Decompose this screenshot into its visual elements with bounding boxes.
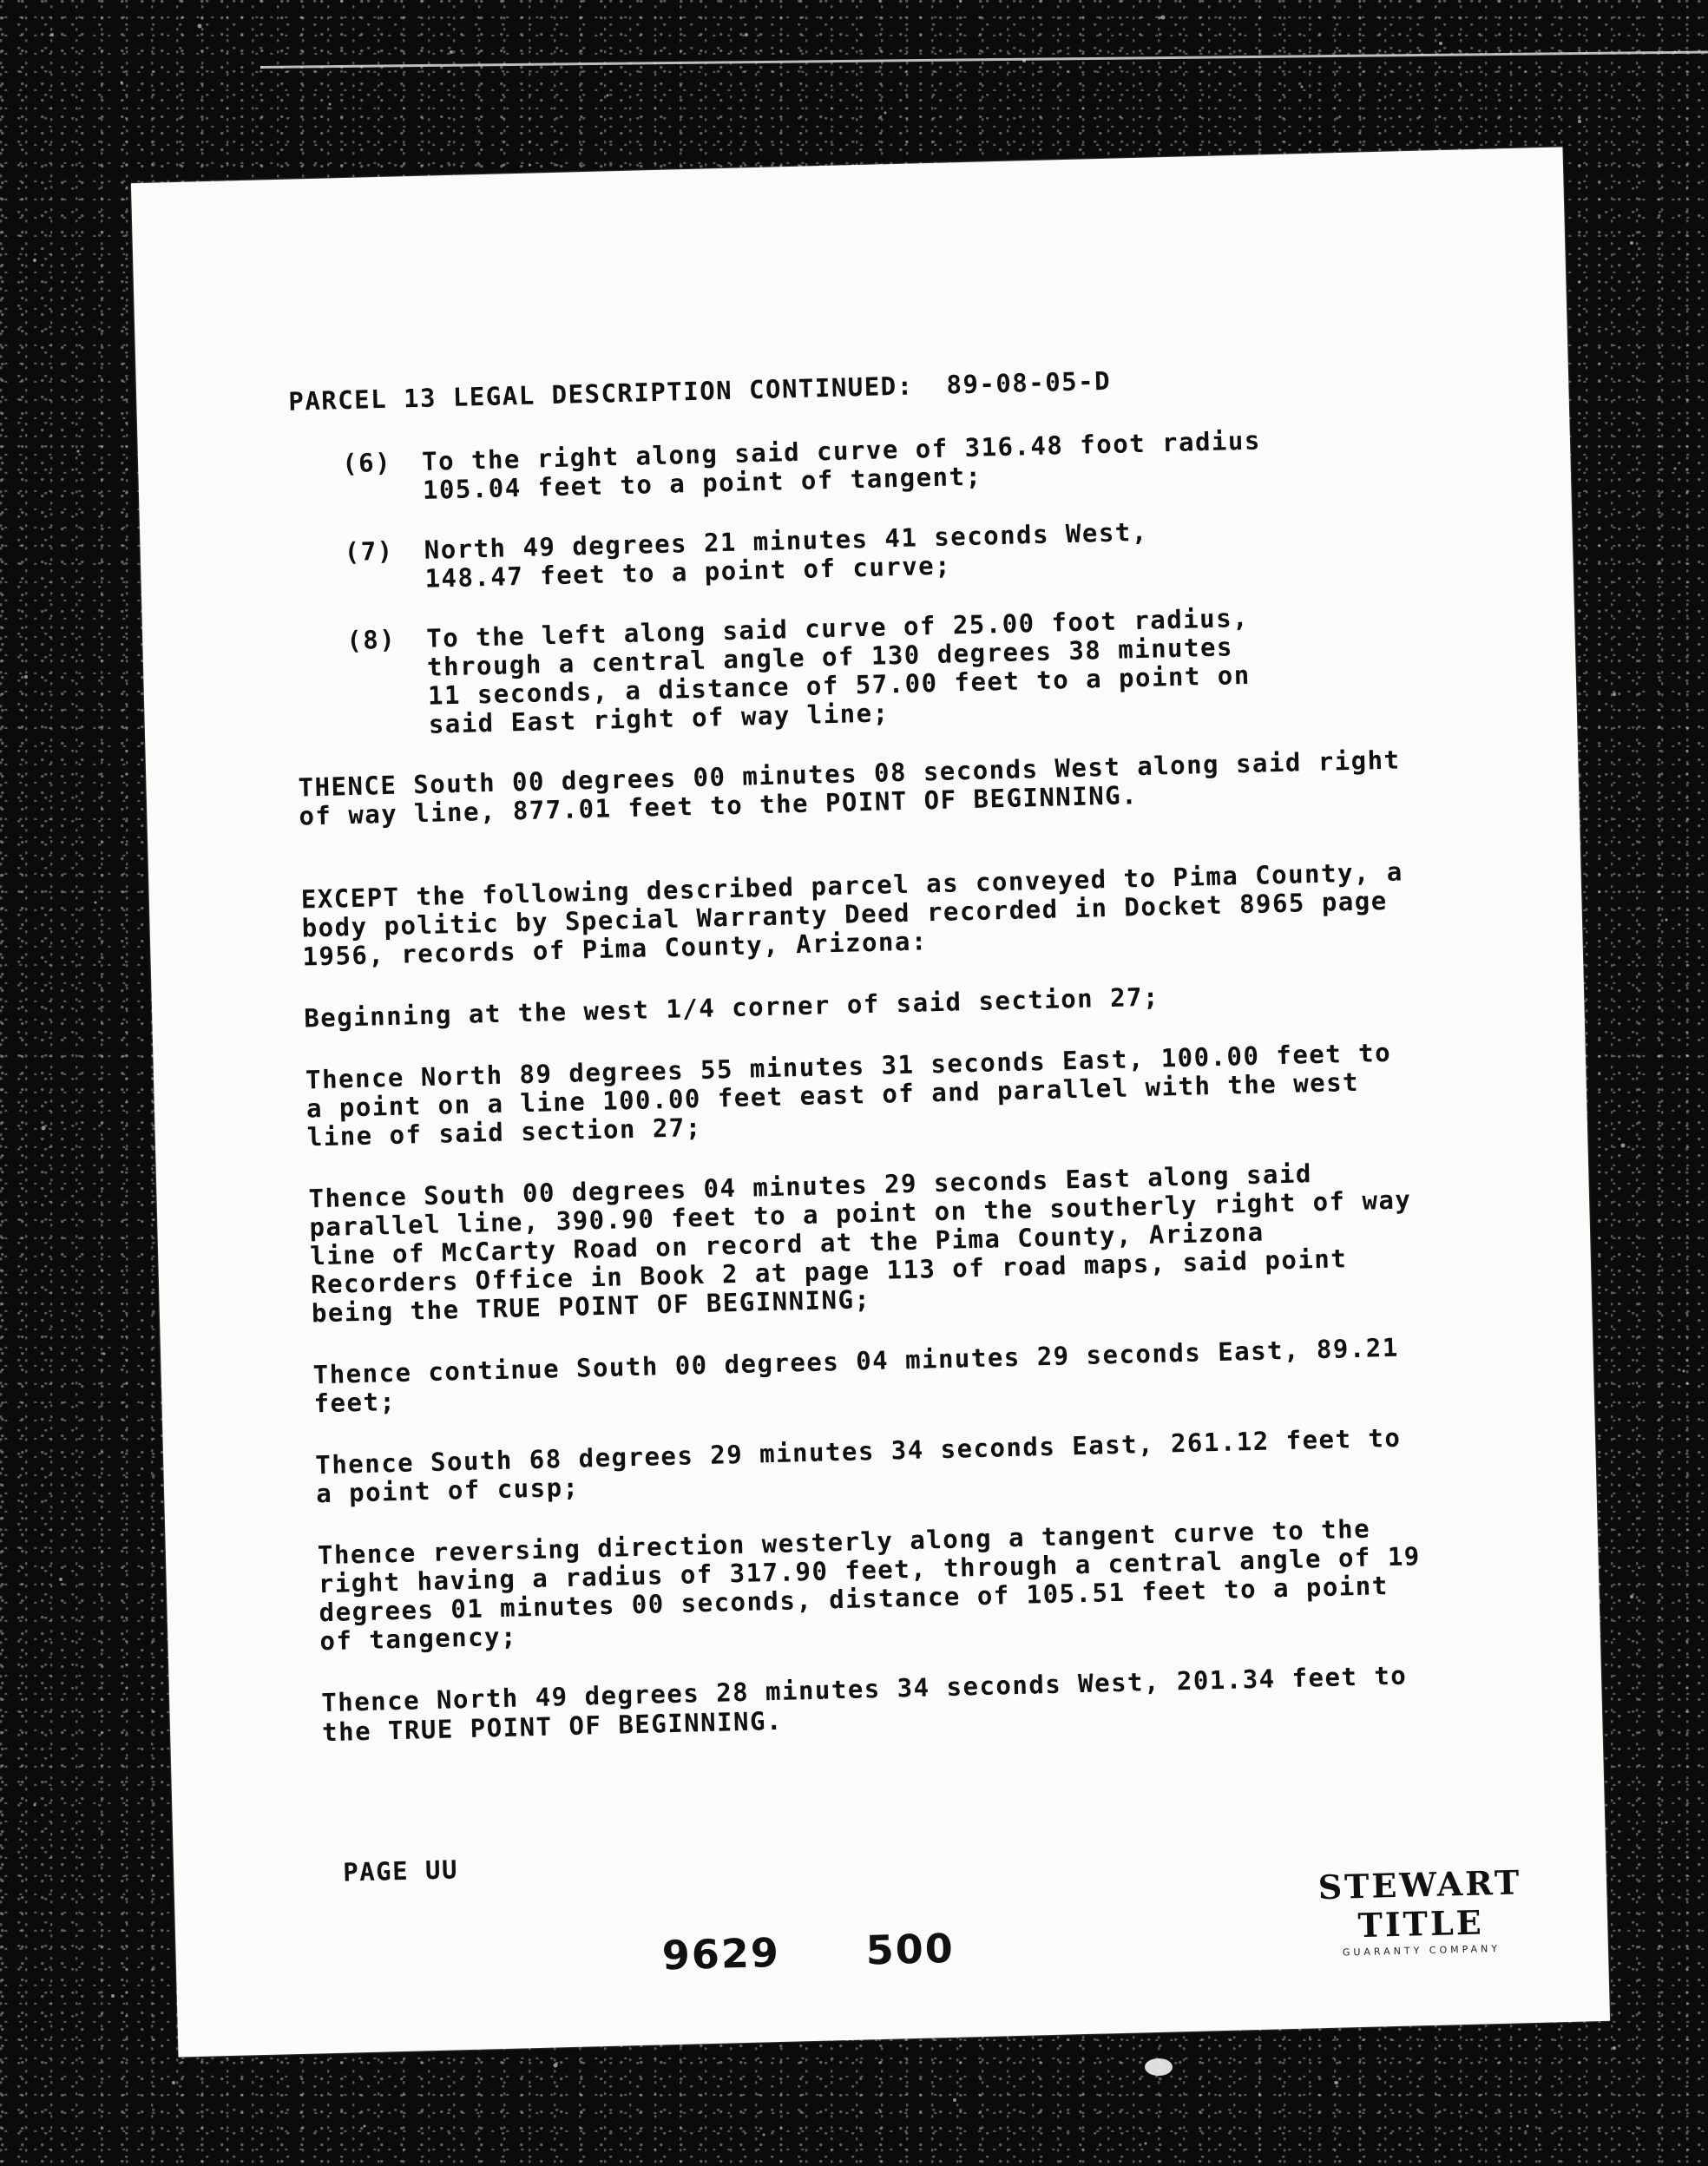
logo-subtitle: GUARANTY COMPANY <box>1342 1942 1501 1959</box>
thence-paragraph: Thence continue South 00 degrees 04 minutes 29 seconds East, 89.21 feet; <box>312 1332 1400 1419</box>
thence-paragraph: Thence South 68 degrees 29 minutes 34 seconds East, 261.12 feet to a point of cusp; <box>314 1422 1402 1509</box>
scan-edge-line <box>260 51 1708 69</box>
stewart-title-logo <box>1297 1862 1543 1959</box>
thence-paragraph: Thence North 89 degrees 55 minutes 31 seconds East, 100.00 feet to a point on a line 100.00 feet east of and parallel with the west line of said section 27; <box>305 1037 1392 1152</box>
item-number: (8) <box>345 624 397 656</box>
beginning-paragraph: Beginning at the west 1/4 corner of said section 27; <box>303 981 1160 1034</box>
list-item <box>344 509 1473 595</box>
thence-paragraph: Thence South 00 degrees 04 minutes 29 seconds East along said parallel line, 390.90 feet to a point on the southerly right of way line of McCarty Road on record at the Pima County, Arizona Recorders Office in Book 2 at page 113 of road maps, said point being the TRUE POINT OF BEGINNING; <box>308 1158 1412 1329</box>
item-text: North 49 degrees 21 minutes 41 seconds West, 148.47 feet to a point of curve; <box>424 516 1149 594</box>
item-number: (7) <box>344 535 395 568</box>
legal-description-body <box>288 358 1503 1779</box>
item-number: (6) <box>341 447 392 479</box>
logo-wordmark: STEWART TITLE <box>1317 1862 1522 1946</box>
list-item <box>342 421 1471 507</box>
recording-docket-number: 9629 <box>661 1928 781 1979</box>
document-page <box>131 147 1610 2057</box>
thence-paragraph: THENCE South 00 degrees 00 minutes 08 seconds West along said right of way line, 877.01 feet to the POINT OF BEGINNING. <box>298 745 1401 832</box>
except-paragraph: EXCEPT the following described parcel as conveyed to Pima County, a body politic by Special Warranty Deed recorded in Docket 8965 page 1956, records of Pima County, Arizona: <box>300 856 1404 972</box>
recording-page-number: 500 <box>865 1924 956 1974</box>
list-item <box>346 598 1477 741</box>
thence-paragraph: Thence reversing direction westerly along a tangent curve to the right having a radius of 317.90 feet, through a central angle of 19 degrees 01 minutes 00 seconds, distance of 105.51 feet to a point of tangency; <box>317 1513 1422 1657</box>
document-header: PARCEL 13 LEGAL DESCRIPTION CONTINUED: 89-08-05-D <box>287 365 1112 417</box>
item-text: To the right along said curve of 316.48 foot radius 105.04 feet to a point of tangent; <box>421 425 1262 505</box>
thence-paragraph: Thence North 49 degrees 28 minutes 34 seconds West, 201.34 feet to the TRUE POINT OF BEGINNING. <box>320 1661 1408 1747</box>
page-label: PAGE UU <box>342 1854 459 1887</box>
item-text: To the left along said curve of 25.00 foot radius, through a central angle of 130 degrees 38 minutes 11 seconds, a distance of 57.00 feet to a point on said East right of way line; <box>425 603 1251 740</box>
